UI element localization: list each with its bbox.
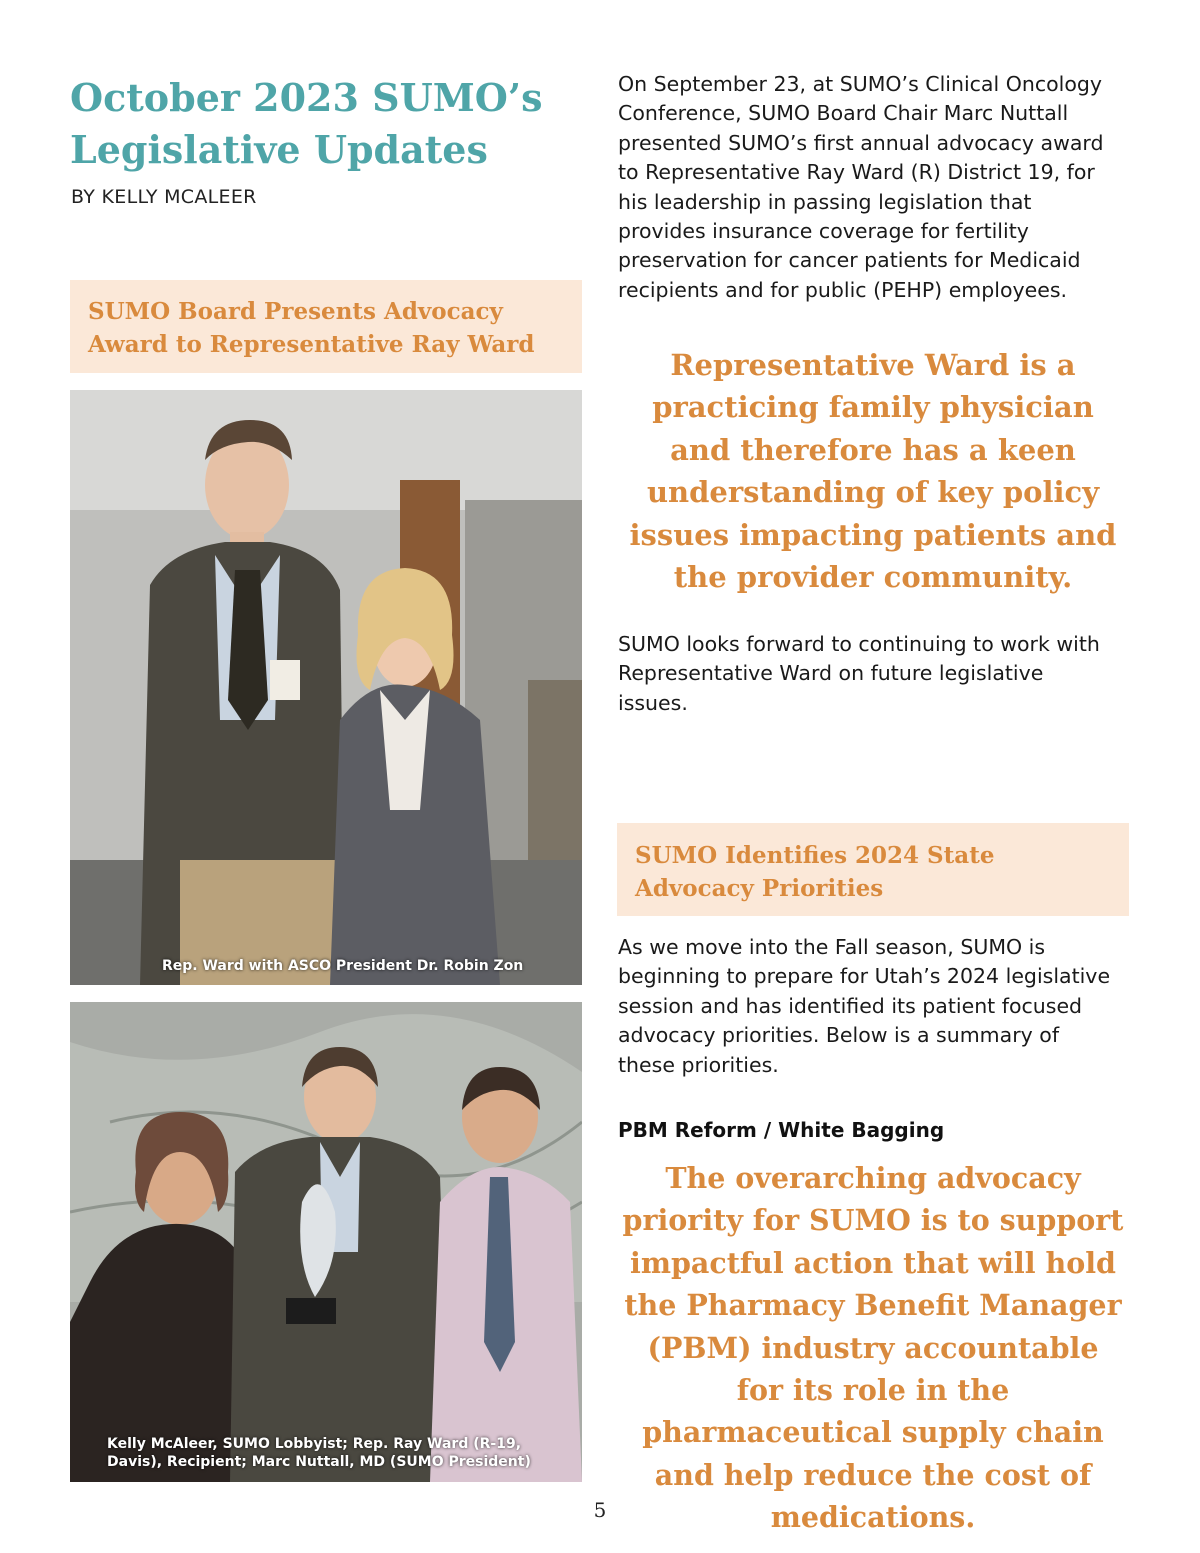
byline: BY KELLY MCALEER: [71, 186, 257, 208]
photo-caption: Kelly McAleer, SUMO Lobbyist; Rep. Ray Ward (R-19, Davis), Recipient; Marc Nuttall, MD (SUMO President): [107, 1436, 531, 1470]
pull-quote-pbm: The overarching advocacy priority for SUMO is to support impactful action that will hold the Pharmacy Benefit Manager (PBM) industry accountable for its role in the pharmaceutical supply chain and help reduce the cost of medications.: [622, 1161, 1124, 1535]
section-heading-advocacy-award: [70, 280, 582, 373]
paragraph-award-intro: On September 23, at SUMO’s Clinical Oncology Conference, SUMO Board Chair Marc Nuttall presented SUMO’s first annual advocacy award to Representative Ray Ward (R) District 19, for his leadership in passing legislation that provides insurance coverage for fertility preservation for cancer patients for Medicaid recipients and for public (PEHP) employees.: [618, 72, 1104, 302]
section-heading-text: SUMO Identifies 2024 State Advocacy Priorities: [635, 842, 995, 902]
page-number: 5: [593, 1498, 607, 1522]
paragraph-priorities-intro: As we move into the Fall season, SUMO is beginning to prepare for Utah’s 2024 legislative session and has identified its patient focused advocacy priorities. Below is a summary of these priorities.: [618, 935, 1111, 1077]
photo-award-presentation: [70, 1002, 582, 1482]
photo-caption: Rep. Ward with ASCO President Dr. Robin Zon: [162, 958, 524, 974]
article-title: October 2023 SUMO’s Legislative Updates: [70, 75, 543, 172]
section-heading-advocacy-priorities: [617, 823, 1129, 916]
pull-quote-ward: Representative Ward is a practicing family physician and therefore has a keen understanding of key policy issues impacting patients and the provider community.: [629, 348, 1117, 595]
section-heading-text: SUMO Board Presents Advocacy Award to Representative Ray Ward: [88, 298, 535, 358]
photo-ward-and-zon-image: [70, 390, 582, 985]
subheading-pbm-reform: PBM Reform / White Bagging: [618, 1118, 945, 1142]
photo-ward-and-zon: [70, 390, 582, 985]
photo-award-presentation-image: [70, 1002, 582, 1482]
paragraph-future-work: SUMO looks forward to continuing to work with Representative Ward on future legislative issues.: [618, 632, 1100, 715]
